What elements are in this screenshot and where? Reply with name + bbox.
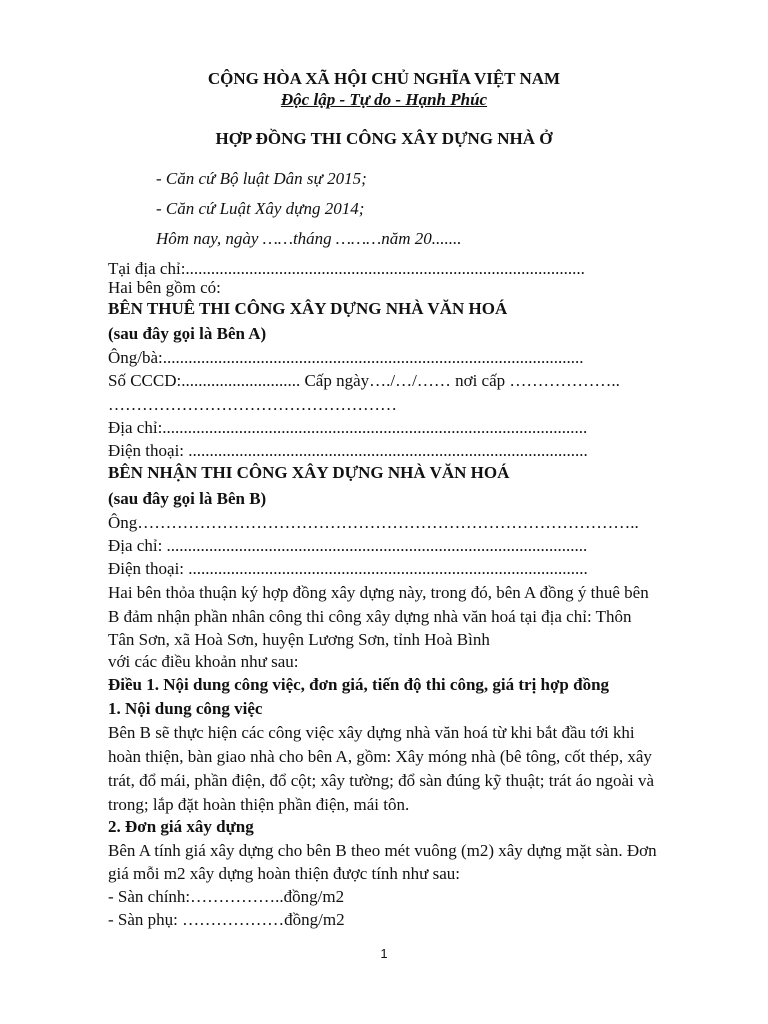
party-a-id: Số CCCD:............................ Cấp ngày…./…/…… nơi cấp ……………….. [108, 371, 620, 390]
basis-construction-law: - Căn cứ Luật Xây dựng 2014; [156, 199, 365, 218]
agreement-line-3: Tân Sơn, xã Hoà Sơn, huyện Lương Sơn, tỉnh Hoà Bình [108, 630, 490, 649]
party-a-subheading: (sau đây gọi là Bên A) [108, 324, 267, 343]
party-a-phone: Điện thoại: .............................................................................................. [108, 441, 588, 460]
section-1-line-2: hoàn thiện, bàn giao nhà cho bên A, gồm: Xây móng nhà (bê tông, cốt thép, xây [108, 747, 652, 766]
section-2-line-2: giá mỗi m2 xây dựng hoàn thiện được tính như sau: [108, 864, 461, 883]
party-a-id-continued: …………………………………………… [108, 395, 397, 414]
party-b-phone: Điện thoại: .............................................................................................. [108, 559, 588, 578]
basis-civil-code: - Căn cứ Bộ luật Dân sự 2015; [156, 169, 367, 188]
agreement-line-2: B đảm nhận phần nhân công thi công xây dựng nhà văn hoá tại địa chỉ: Thôn [108, 607, 632, 626]
party-a-heading: BÊN THUÊ THI CÔNG XÂY DỰNG NHÀ VĂN HOÁ [108, 299, 508, 318]
section-1-line-1: Bên B sẽ thực hiện các công việc xây dựng nhà văn hoá từ khi bắt đầu tới khi [108, 723, 635, 742]
section-2-line-1: Bên A tính giá xây dựng cho bên B theo mét vuông (m2) xây dựng mặt sàn. Đơn [108, 841, 657, 860]
agreement-line-4: với các điều khoản như sau: [108, 652, 299, 671]
contract-date: Hôm nay, ngày ……tháng ………năm 20....... [156, 229, 462, 248]
price-main-floor: - Sàn chính:……………..đồng/m2 [108, 887, 345, 906]
section-1-heading: 1. Nội dung công việc [108, 699, 263, 718]
article-1-heading: Điều 1. Nội dung công việc, đơn giá, tiến độ thi công, giá trị hợp đồng [108, 675, 610, 694]
party-a-address: Địa chỉ:.................................................................................................... [108, 418, 588, 437]
party-b-heading: BÊN NHẬN THI CÔNG XÂY DỰNG NHÀ VĂN HOÁ [108, 463, 510, 482]
party-b-address: Địa chỉ: ................................................................................................... [108, 536, 588, 555]
contract-title: HỢP ĐỒNG THI CÔNG XÂY DỰNG NHÀ Ở [215, 129, 553, 148]
section-2-heading: 2. Đơn giá xây dựng [108, 817, 254, 836]
nation-heading: CỘNG HÒA XÃ HỘI CHỦ NGHĨA VIỆT NAM [207, 69, 561, 88]
motto: Độc lập - Tự do - Hạnh Phúc [280, 90, 488, 109]
party-b-subheading: (sau đây gọi là Bên B) [108, 489, 267, 508]
page-number: 1 [380, 946, 388, 961]
section-1-line-4: trong; lắp đặt hoàn thiện phần điện, mái tôn. [108, 795, 410, 814]
party-b-name: Ông…………………………………………………………………………….. [108, 513, 639, 532]
address-line: Tại địa chỉ:.............................................................................................. [108, 259, 585, 278]
agreement-line-1: Hai bên thỏa thuận ký hợp đồng xây dựng này, trong đó, bên A đồng ý thuê bên [108, 583, 649, 602]
price-sub-floor: - Sàn phụ: ………………đồng/m2 [108, 910, 345, 929]
section-1-line-3: trát, đổ mái, phần điện, đổ cột; xây tường; đổ sàn đúng kỹ thuật; trát áo ngoài và [108, 771, 655, 790]
parties-intro: Hai bên gồm có: [108, 278, 221, 297]
party-a-name: Ông/bà:................................................................................................... [108, 348, 584, 367]
